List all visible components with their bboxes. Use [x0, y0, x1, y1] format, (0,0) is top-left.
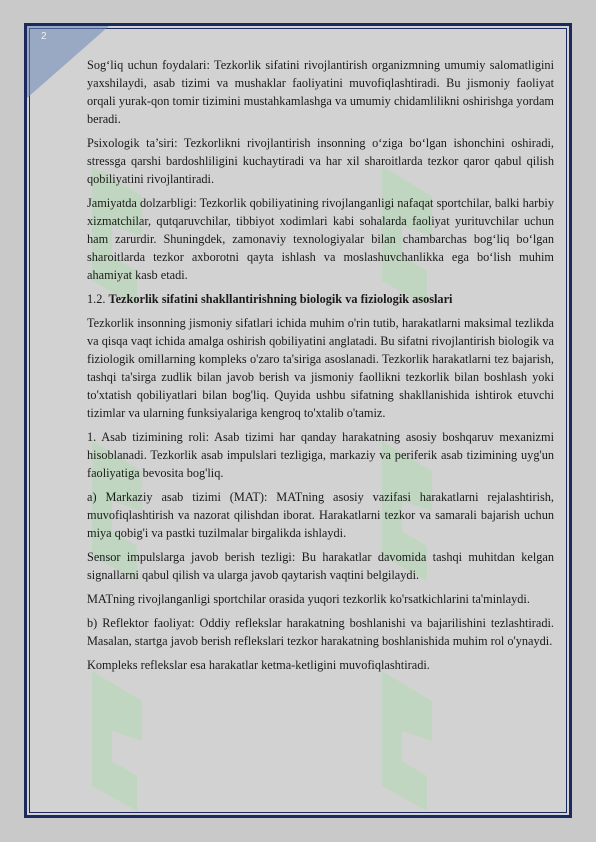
paragraph: 1. Asab tizimining roli: Asab tizimi har qanday harakatning asosiy boshqaruv mexanizmi hisoblanadi. Tezkorlik asab impulslari tezligiga, markaziy va periferik asab tizimining uyg'un faoliyatiga bevosita bog'liq.	[87, 430, 554, 480]
paragraph: Jamiyatda dolzarbligi: Tezkorlik qobiliyatining rivojlanganligi nafaqat sportchilar, balki harbiy xizmatchilar, qutqaruvchilar, tibbiyot xodimlari kabi sohalarda faoliyat yurituvchilar uchun ham zarurdir. Shuningdek, zamonaviy texnologiyalar bilan chambarchas bog‘liq bo‘lgan sharoitlarda tezkor axborotni qayta ishlash va moslashuvchanlikka ega bo‘lish muhim ahamiyat kasb etadi.	[87, 196, 554, 282]
paragraph: Psixologik ta’siri: Tezkorlikni rivojlantirish insonning o‘ziga bo‘lgan ishonchini oshiradi, stressga qarshi bardoshliligini kuchaytiradi va har xil sharoitlarda tezkor qaror qabul qilish qobiliyatini rivojlantiradi.	[87, 136, 554, 186]
paragraph: Sensor impulslarga javob berish tezligi: Bu harakatlar davomida tashqi muhitdan kelgan signallarni qabul qilish va ularga javob qaytarish vaqtini belgilaydi.	[87, 550, 554, 582]
paragraph: b) Reflektor faoliyat: Oddiy reflekslar harakatning boshlanishi va bajarilishini tezlashtiradi. Masalan, startga javob berish reflekslari tezkor harakatning boshlanishida muhim rol o'ynaydi.	[87, 616, 554, 648]
section-heading	[87, 290, 554, 308]
document-page	[24, 23, 572, 818]
paragraph: Sog‘liq uchun foydalari: Tezkorlik sifatini rivojlantirish organizmning umumiy salomatligini yaxshilaydi, asab tizimi va mushaklar faoliyatini muvofiqlashtiradi. Bu jismoniy faoliyat orqali yurak-qon tomir tizimini mustahkamlashga va umumiy chidamlilikni oshirishga yordam beradi.	[87, 58, 554, 126]
section-title: Tezkorlik sifatini shakllantirishning biologik va fiziologik asoslari	[108, 292, 453, 306]
section-number: 1.2.	[87, 292, 106, 306]
page-number: 2	[41, 31, 47, 42]
paragraph: Tezkorlik insonning jismoniy sifatlari ichida muhim o'rin tutib, harakatlarni maksimal tezlikda va qisqa vaqt ichida amalga oshirish qobiliyatini anglatadi. Bu sifatni rivojlantirish biologik va fiziologik omillarning kompleks o'zaro ta'siriga asoslanadi. Tezkorlik harakatlarni tez bajarish, tashqi ta'sirga zudlik bilan javob berish va jismoniy faollikni tezkorlik bilan boshlash yoki to'xtatish qobiliyatlari bilan bog'liq. Quyida ushbu sifatning shakllanishida ishtirok etuvchi tizimlar va ularning funksiyalariga kengroq to'xtalib o'tamiz.	[87, 316, 554, 420]
page-content	[87, 56, 554, 680]
paragraph: Kompleks reflekslar esa harakatlar ketma-ketligini muvofiqlashtiradi.	[87, 658, 430, 672]
watermark-logo-icon	[372, 661, 442, 818]
paragraph: a) Markaziy asab tizimi (MAT): MATning asosiy vazifasi harakatlarni rejalashtirish, muvofiqlashtirish va nazorat qilishdan iborat. Harakatlarni tezkor va samarali bajarish uchun miya qobig'i va pastki tuzilmalar birgalikda ishlaydi.	[87, 490, 554, 540]
paragraph: MATning rivojlanganligi sportchilar orasida yuqori tezkorlik ko'rsatkichlarini ta'minlaydi.	[87, 592, 530, 606]
watermark-logo-icon	[82, 661, 152, 818]
